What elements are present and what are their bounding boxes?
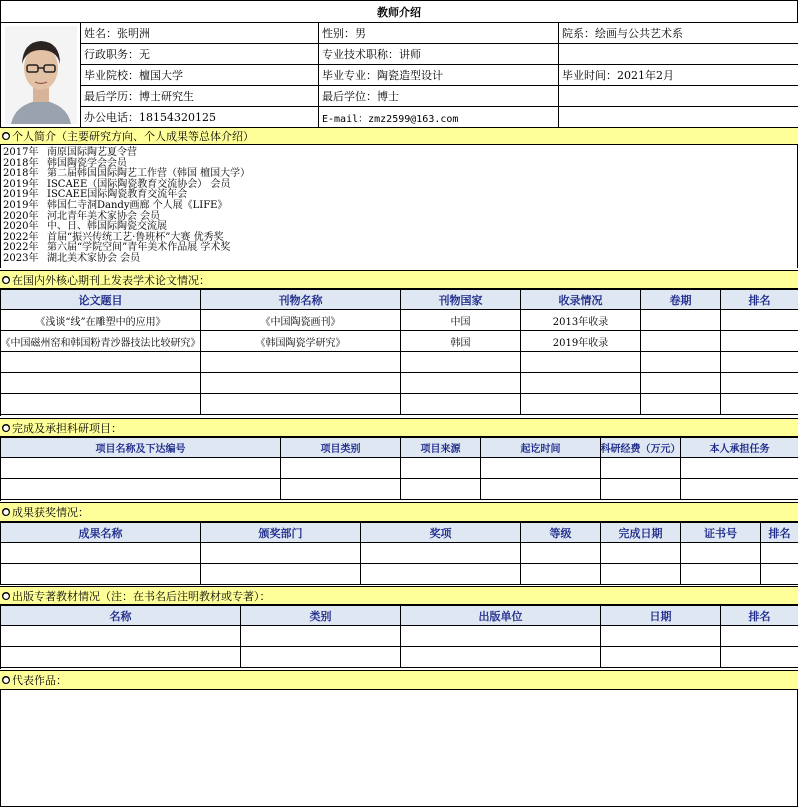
profile-grad-time: 毕业时间：2021年2月 <box>559 65 798 86</box>
bullet-icon: ● <box>2 676 10 684</box>
intro-item-text: 第二届韩国国际陶艺工作营（韩国 檀国大学） <box>47 168 251 180</box>
table-header-cell: 类别 <box>241 605 401 626</box>
table-cell <box>721 647 798 668</box>
table-cell <box>721 331 798 352</box>
table-cell <box>521 373 641 394</box>
table-cell <box>481 458 601 479</box>
intro-item-text: ISCAEE（国际陶瓷教育交流协会） 会员 <box>47 178 231 190</box>
intro-item-year: 2018年 <box>3 168 39 180</box>
table-header-cell: 完成日期 <box>601 522 681 543</box>
table-header-cell: 项目来源 <box>401 437 481 458</box>
intro-item-text: 南原国际陶艺夏令营 <box>47 147 137 158</box>
table-cell <box>521 543 601 564</box>
intro-item <box>3 190 187 200</box>
profile-tech-title: 专业技术职称：讲师 <box>319 44 559 65</box>
table-cell <box>361 543 521 564</box>
section-research-title: ● 完成及承担科研项目： <box>0 418 798 437</box>
profile-major: 毕业专业：陶瓷造型设计 <box>319 65 559 86</box>
table-header-cell: 颁奖部门 <box>201 522 361 543</box>
table-header-cell: 项目类别 <box>281 437 401 458</box>
table-cell <box>601 564 681 585</box>
table-cell <box>1 458 281 479</box>
table-cell <box>201 394 401 415</box>
table-cell <box>681 458 798 479</box>
avatar <box>1 23 81 128</box>
intro-list <box>0 145 798 268</box>
intro-item-year: 2019年 <box>3 189 39 201</box>
bullet-icon: ● <box>2 508 10 516</box>
table-cell <box>641 352 721 373</box>
table-cell <box>521 352 641 373</box>
table-cell <box>401 373 521 394</box>
table-header-cell: 本人承担任务 <box>681 437 798 458</box>
table-cell <box>601 626 721 647</box>
table-header-cell: 论文题目 <box>1 289 201 310</box>
table-header-cell: 奖项 <box>361 522 521 543</box>
table-header-cell: 出版单位 <box>401 605 601 626</box>
table-cell: 2019年收录 <box>521 331 641 352</box>
table-header-cell: 名称 <box>1 605 241 626</box>
table-header-cell: 成果名称 <box>1 522 201 543</box>
intro-item-year: 2023年 <box>3 253 39 264</box>
table-header-cell: 收录情况 <box>521 289 641 310</box>
table-header-cell: 等级 <box>521 522 601 543</box>
table-cell <box>361 564 521 585</box>
table-cell <box>401 352 521 373</box>
intro-item-text: ISCAEE国际陶瓷教育交流年会 <box>47 189 188 201</box>
table-cell <box>721 626 798 647</box>
intro-item-text: 韩国仁寺洞Dandy画廊 个人展《LIFE》 <box>47 200 228 211</box>
table-header-cell: 排名 <box>761 522 798 543</box>
section-papers-title: ● 在国内外核心期刊上发表学术论文情况： <box>0 270 798 289</box>
table-cell <box>601 479 681 500</box>
research-table <box>0 437 798 501</box>
table-cell <box>1 373 201 394</box>
portrait-photo-icon <box>5 26 77 124</box>
table-cell <box>241 626 401 647</box>
profile-degree: 最后学位：博士 <box>319 86 559 107</box>
awards-table <box>0 522 798 585</box>
table-cell <box>1 479 281 500</box>
table-cell <box>401 394 521 415</box>
table-cell: 《浅谈“线”在雕塑中的应用》 <box>1 310 201 331</box>
table-cell <box>201 352 401 373</box>
table-cell <box>641 373 721 394</box>
table-cell <box>281 479 401 500</box>
intro-item-text: 韩国陶瓷学会会员 <box>47 157 127 169</box>
intro-item <box>3 243 230 253</box>
table-header-cell: 卷期 <box>641 289 721 310</box>
table-cell <box>681 543 761 564</box>
section-works-title: ● 代表作品： <box>0 670 798 690</box>
bullet-icon: ● <box>2 132 10 140</box>
profile-empty-1 <box>559 44 798 65</box>
table-cell: 《中国陶瓷画刊》 <box>201 310 401 331</box>
table-cell <box>721 394 798 415</box>
profile-empty-2 <box>559 86 798 107</box>
intro-item-text: 河北青年美术家协会 会员 <box>47 210 161 222</box>
page-title: 教师介绍 <box>377 5 421 19</box>
profile-phone: 办公电话：18154320125 <box>81 107 319 128</box>
table-cell <box>201 373 401 394</box>
intro-item-year: 2022年 <box>3 231 39 243</box>
table-cell <box>521 564 601 585</box>
table-cell <box>721 352 798 373</box>
bullet-icon: ● <box>2 591 10 600</box>
table-cell <box>601 647 721 668</box>
table-cell: 《韩国陶瓷学研究》 <box>201 331 401 352</box>
intro-item <box>3 169 250 179</box>
table-cell <box>1 564 201 585</box>
table-cell: 《中国磁州窑和韩国粉青沙器技法比较研究》 <box>1 331 201 352</box>
table-cell <box>681 479 798 500</box>
intro-item-year: 2017年 <box>3 147 39 158</box>
table-cell <box>401 458 481 479</box>
table-cell: 2013年收录 <box>521 310 641 331</box>
intro-item-year: 2019年 <box>3 200 39 211</box>
table-cell: 中国 <box>401 310 521 331</box>
section-books-title: ● 出版专著教材情况（注：在书名后注明教材或专著）： <box>0 586 798 605</box>
table-cell <box>241 647 401 668</box>
table-cell <box>401 647 601 668</box>
intro-item <box>3 148 137 158</box>
profile-admin-post: 行政职务：无 <box>81 44 319 65</box>
table-cell <box>721 373 798 394</box>
table-cell <box>601 458 681 479</box>
table-header-cell: 排名 <box>721 605 798 626</box>
table-cell <box>401 626 601 647</box>
table-cell <box>1 626 241 647</box>
table-cell <box>761 564 798 585</box>
profile-grad-school: 毕业院校：檀国大学 <box>81 65 319 86</box>
table-header-cell: 刊物国家 <box>401 289 521 310</box>
table-header-cell: 科研经费（万元） <box>601 437 681 458</box>
profile-name: 姓名：张明洲 <box>81 23 319 44</box>
table-header-cell: 起讫时间 <box>481 437 601 458</box>
intro-item-year: 2018年 <box>3 157 39 169</box>
table-cell <box>601 543 681 564</box>
intro-item-text: 中、日、韩国际陶瓷交流展 <box>47 221 167 233</box>
works-area <box>0 690 798 807</box>
table-cell <box>681 564 761 585</box>
table-header-cell: 证书号 <box>681 522 761 543</box>
table-cell <box>641 331 721 352</box>
table-header-cell: 日期 <box>601 605 721 626</box>
table-header-cell: 项目名称及下达编号 <box>1 437 281 458</box>
section-awards-title: ● 成果获奖情况： <box>0 502 798 522</box>
papers-table <box>0 289 798 416</box>
table-cell <box>721 310 798 331</box>
intro-item-text: 第六届“学院空间”青年美术作品展 学术奖 <box>47 242 231 254</box>
profile-department: 院系：绘画与公共艺术系 <box>559 23 798 44</box>
books-table <box>0 605 798 669</box>
section-intro-title: ● 个人简介（主要研究方向、个人成果等总体介绍） <box>0 127 798 145</box>
page-title-bar <box>0 0 798 22</box>
table-cell <box>1 394 201 415</box>
profile-education: 最后学历：博士研究生 <box>81 86 319 107</box>
profile-email: E-mail：zmz2599@163.com <box>319 107 559 128</box>
table-cell <box>1 543 201 564</box>
profile-gender: 性别：男 <box>319 23 559 44</box>
table-cell <box>521 394 641 415</box>
intro-item-text: 首届“振兴传统工艺·鲁班杯”大赛 优秀奖 <box>47 231 224 243</box>
bullet-icon: ● <box>2 423 10 432</box>
table-cell <box>201 564 361 585</box>
table-cell <box>281 458 401 479</box>
bullet-icon: ● <box>2 275 10 284</box>
table-cell <box>481 479 601 500</box>
intro-item-year: 2020年 <box>3 221 39 233</box>
table-cell <box>641 310 721 331</box>
table-cell <box>1 352 201 373</box>
table-cell <box>1 647 241 668</box>
profile-block <box>0 22 798 127</box>
intro-item <box>3 201 227 211</box>
table-cell <box>201 543 361 564</box>
intro-item <box>3 254 140 264</box>
table-cell <box>401 479 481 500</box>
table-cell <box>761 543 798 564</box>
intro-item-text: 湖北美术家协会 会员 <box>47 253 141 264</box>
table-header-cell: 刊物名称 <box>201 289 401 310</box>
profile-empty-3 <box>559 107 798 128</box>
intro-item <box>3 222 167 232</box>
table-cell <box>641 394 721 415</box>
table-cell: 韩国 <box>401 331 521 352</box>
intro-item-year: 2019年 <box>3 178 39 190</box>
intro-item-year: 2022年 <box>3 242 39 254</box>
intro-item-year: 2020年 <box>3 210 39 222</box>
table-header-cell: 排名 <box>721 289 798 310</box>
